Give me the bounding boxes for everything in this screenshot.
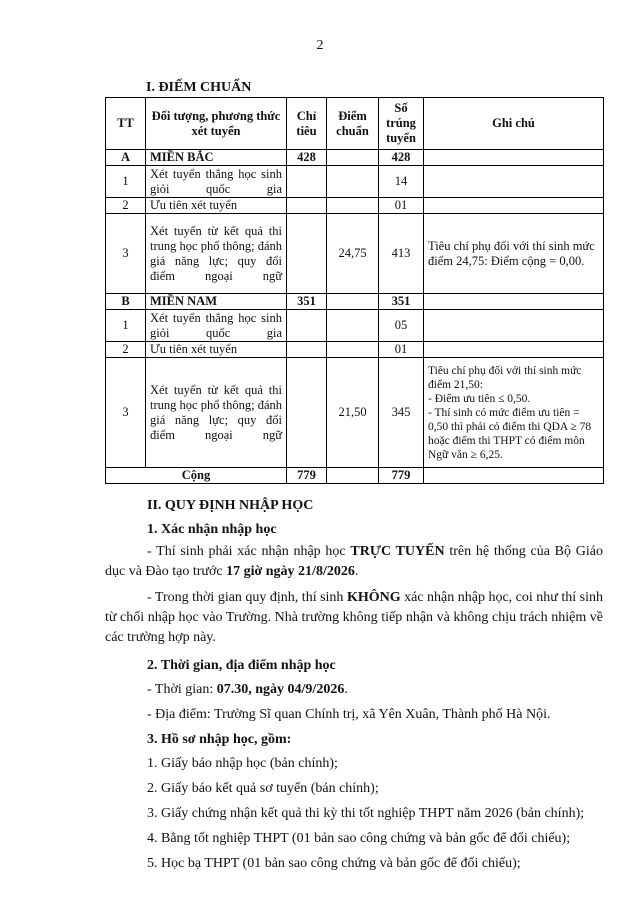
table-row-region-north: [106, 150, 604, 166]
header-admitted: Số trúng tuyển: [379, 98, 424, 150]
header-subject: Đối tượng, phương thức xét tuyển: [146, 98, 287, 150]
cell-benchmark: [327, 342, 379, 358]
cell-admitted: 05: [379, 310, 424, 342]
table-header-row: [106, 98, 604, 150]
total-label: Cộng: [106, 468, 287, 484]
cell-benchmark: [327, 198, 379, 214]
cell-admitted: 01: [379, 198, 424, 214]
cell-quota: 351: [287, 294, 327, 310]
table-row: [106, 198, 604, 214]
cell-name: Ưu tiên xét tuyển: [146, 342, 287, 358]
text-run: - Thí sinh phải xác nhận nhập học: [147, 544, 351, 559]
cell-quota: [287, 166, 327, 198]
cell-notes: [424, 342, 604, 358]
total-notes: [424, 468, 604, 484]
subsection-title-documents: 3. Hồ sơ nhập học, gồm:: [147, 732, 292, 747]
paragraph-confirm-online: [105, 542, 603, 582]
cell-quota: [287, 358, 327, 468]
text-run: xác nhận nhập học, coi như thí sinh từ chối nhập học vào Trường. Nhà trường không tiếp nhận và không chịu trách nhiệm về các trường hợp này.: [105, 590, 603, 645]
cell-name: Xét tuyển thẳng học sinh giỏi quốc gia: [146, 166, 287, 198]
cell-tt: 2: [106, 342, 146, 358]
subsection-title-confirm: 1. Xác nhận nhập học: [147, 522, 277, 537]
header-tt: TT: [106, 98, 146, 150]
table-row: [106, 310, 604, 342]
cell-admitted: 413: [379, 214, 424, 294]
text-run-bold: 07.30, ngày 04/9/2026: [216, 682, 345, 697]
cell-notes: [424, 310, 604, 342]
table-row: [106, 342, 604, 358]
cell-name: Ưu tiên xét tuyển: [146, 198, 287, 214]
document-item: 5. Học bạ THPT (01 bản sao công chứng và bản gốc để đối chiếu);: [147, 856, 521, 871]
cell-notes: [424, 150, 604, 166]
cell-tt: 3: [106, 214, 146, 294]
section-title-admission: II. QUY ĐỊNH NHẬP HỌC: [147, 498, 314, 513]
cell-name: MIỀN NAM: [146, 294, 287, 310]
admission-place: - Địa điểm: Trường Sĩ quan Chính trị, xã Yên Xuân, Thành phố Hà Nội.: [147, 707, 551, 722]
header-benchmark: Điểm chuẩn: [327, 98, 379, 150]
cell-tt: A: [106, 150, 146, 166]
benchmark-table: [105, 97, 604, 484]
document-item: 1. Giấy báo nhập học (bản chính);: [147, 756, 338, 771]
cell-admitted: 351: [379, 294, 424, 310]
cell-admitted: 345: [379, 358, 424, 468]
text-run: .: [354, 564, 359, 579]
table-total-row: [106, 468, 604, 484]
document-item: 4. Bằng tốt nghiệp THPT (01 bản sao công chứng và bản gốc để đối chiếu);: [147, 831, 571, 846]
total-admitted: 779: [379, 468, 424, 484]
cell-benchmark: [327, 294, 379, 310]
cell-quota: [287, 342, 327, 358]
text-run: - Trong thời gian quy định, thí sinh: [147, 590, 347, 605]
cell-notes: [424, 166, 604, 198]
cell-name: Xét tuyển thẳng học sinh giỏi quốc gia: [146, 310, 287, 342]
admission-time: [105, 680, 603, 700]
header-notes: Ghi chú: [424, 98, 604, 150]
note-line: Tiêu chí phụ đối với thí sinh mức điểm 21,50:: [428, 364, 582, 391]
cell-quota: 428: [287, 150, 327, 166]
cell-notes: [424, 358, 604, 468]
admission-section: [105, 496, 603, 879]
document-item: 3. Giấy chứng nhận kết quả thi kỳ thi tốt nghiệp THPT năm 2026 (bản chính);: [147, 806, 585, 821]
cell-tt: 2: [106, 198, 146, 214]
page-number: 2: [316, 38, 324, 53]
cell-tt: 1: [106, 310, 146, 342]
cell-notes: [424, 294, 604, 310]
total-quota: 779: [287, 468, 327, 484]
document-item: 2. Giấy báo kết quả sơ tuyển (bản chính);: [147, 781, 379, 796]
cell-quota: [287, 310, 327, 342]
cell-quota: [287, 214, 327, 294]
cell-tt: 3: [106, 358, 146, 468]
table-row: [106, 166, 604, 198]
table-row-region-south: [106, 294, 604, 310]
text-run: trên hệ thống của Bộ Giáo dục và Đào tạo trước: [105, 544, 603, 579]
note-line: Tiêu chí phụ đối với thí sinh mức điểm 24,75: Điểm cộng = 0,00.: [428, 238, 595, 268]
section-title-benchmark: I. ĐIỂM CHUẨN: [146, 80, 252, 95]
cell-benchmark: 24,75: [327, 214, 379, 294]
cell-benchmark: 21,50: [327, 358, 379, 468]
total-benchmark: [327, 468, 379, 484]
subsection-title-time-place: 2. Thời gian, địa điểm nhập học: [147, 658, 336, 673]
cell-benchmark: [327, 310, 379, 342]
note-line: - Điểm ưu tiên ≤ 0,50.: [428, 392, 531, 405]
text-run-bold: 17 giờ ngày 21/8/2026: [226, 564, 355, 579]
text-run-bold: TRỰC TUYẾN: [350, 544, 445, 559]
cell-tt: 1: [106, 166, 146, 198]
text-run: - Thời gian:: [147, 682, 217, 697]
cell-notes: [424, 198, 604, 214]
paragraph-not-confirm: [105, 588, 603, 648]
cell-name: Xét tuyển từ kết quả thi trung học phổ thông; đánh giá năng lực; quy đổi điểm ngoại ngữ: [146, 358, 287, 468]
text-run-bold: KHÔNG: [346, 590, 401, 605]
text-run: .: [344, 682, 348, 697]
cell-tt: B: [106, 294, 146, 310]
cell-quota: [287, 198, 327, 214]
table-row: [106, 358, 604, 468]
cell-admitted: 14: [379, 166, 424, 198]
table-row: [106, 214, 604, 294]
note-line: - Thí sinh có mức điểm ưu tiên = 0,50 thì phải có điểm thi QDA ≥ 78 hoặc điểm thi THPT có điểm môn Ngữ văn ≥ 6,25.: [428, 406, 592, 461]
cell-admitted: 01: [379, 342, 424, 358]
cell-benchmark: [327, 166, 379, 198]
cell-benchmark: [327, 150, 379, 166]
cell-admitted: 428: [379, 150, 424, 166]
cell-name: MIỀN BẮC: [146, 150, 287, 166]
cell-notes: [424, 214, 604, 294]
cell-name: Xét tuyển từ kết quả thi trung học phổ thông; đánh giá năng lực; quy đổi điểm ngoại ngữ: [146, 214, 287, 294]
header-quota: Chỉ tiêu: [287, 98, 327, 150]
